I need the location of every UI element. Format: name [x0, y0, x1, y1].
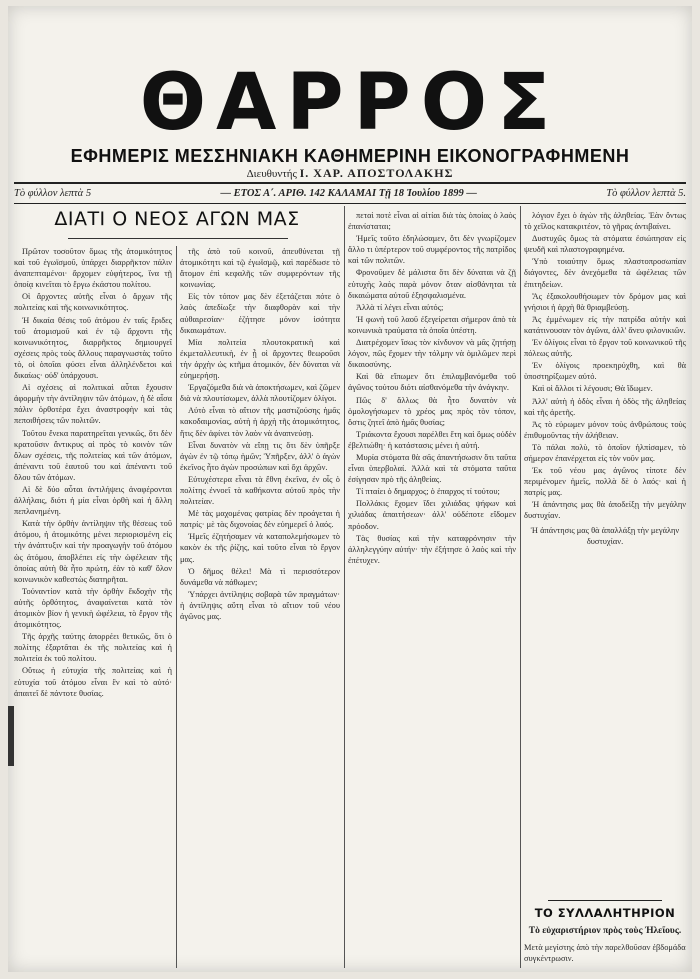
editor-line	[8, 166, 692, 181]
article-column-1	[14, 246, 172, 968]
column-divider-3	[520, 206, 521, 968]
newspaper-page	[8, 6, 692, 972]
paragraph: Εὐτυχέστερα εἶναι τὰ ἔθνη ἐκεῖνα, ἐν οἷς ὁ πολίτης ἐννοεῖ τὰ καθήκοντα αὐτοῦ πρὸς τὴν πολιτείαν.	[180, 474, 340, 507]
paragraph: Ἐν ὀλίγοις προεκηρύχθη, καὶ θὰ ὑποστηρίξωμεν αὐτό.	[524, 361, 686, 382]
paragraph: Τὰς θυσίας καὶ τὴν καταφρόνησιν τὴν ἀλληλεγγύην αὐτήν· τὴν ἐξήτησε ὁ λαὸς καὶ τὴν ἐπέτυχεν.	[348, 533, 516, 565]
paragraph: πεταὶ ποτὲ εἶναι αἱ αἰτίαι διὰ τὰς ὁποίας ὁ λαὸς ἐπανίσταται;	[348, 211, 516, 232]
paragraph: Ἡ δικαία θέσις τοῦ ἀτόμου ἐν ταῖς ἔριδες τοῦ ἀτομισμοῦ καὶ ἐν τῷ ἄρχοντι τῆς κοινωνικότητος, διαρρῆκτος δημιουργεῖ σχέσεις πρὸς τοὺς ἄλλους παραγνωστὰς τοῦτο τὸ, οἱ ὁποῖαι φύσει εἶναι ἀλληλένδετοι καὶ δικαίως· οὐδ' ὑπάρχουσι.	[14, 315, 172, 381]
paragraph: Αὐτὸ εἶναι τὸ αἴτιον τῆς μαστιζούσης ἡμᾶς κακοδαιμονίας, αὐτὴ ἡ ἀρχὴ τῆς ἀτομικότητος, ἥτις δὲν ἀφίνει τὸν λαὸν νὰ ἀναπνεύσῃ.	[180, 406, 340, 438]
paragraph: Μὲ τὰς μαχομένας φατρίας δὲν προάγεται ἡ πατρίς· μὲ τὰς διχονοίας δὲν εὐημερεῖ ὁ λαός.	[180, 509, 340, 530]
paragraph: Ἐκ τοῦ νέου μας ἀγῶνος τίποτε δὲν περιμένομεν ἡμεῖς, πολλὰ δὲ ὁ λαός· καὶ ἡ πατρίς μας.	[524, 466, 686, 498]
section-rule	[548, 900, 662, 901]
section-text: Μετὰ μεγίστης ἀπὸ τὴν παρελθοῦσαν ἐβδομάδα συγκέντρωσιν.	[524, 943, 686, 963]
closing-line: Ἡ ἀπάντησις μας θὰ ἀπαλλάξῃ τὴν μεγάλην δυστυχίαν.	[530, 525, 680, 546]
paragraph: Πῶς δ' ἄλλως θὰ ἦτο δυνατὸν νὰ ὁμολογήσωμεν τὸ χρέος μας πρὸς τὸν τόπον, ὅστις ζητεῖ ἀπὸ ἡμᾶς θυσίας;	[348, 395, 516, 427]
paragraph: Τὸ πάλαι πολὺ, τὸ ὁποῖον ἠλπίσαμεν, τὸ σήμερον ἐπανέρχεται εἰς τὸν νοῦν μας.	[524, 442, 686, 463]
editor-name: Ι. ΧΑΡ. ΑΠΟΣΤΟΛΑΚΗΣ	[299, 166, 454, 180]
paragraph: Κατὰ τὴν ὀρθὴν ἀντίληψιν τῆς θέσεως τοῦ ἀτόμου, ἡ ἀτομικότης μένει περιορισμένη εἰς τὴν ἀνάπτυξιν καὶ τὴν προαγωγὴν τοῦ ἀτόμου ὡς ἀτόμου, ἀποβλέπει εἰς τὴν ὠφέλειαν τῆς ὁποίας αὐτὴ θὰ ἦτο πρώτη, ἐὰν τὸ καθ' ὅλον κοινωνικὸν καθεστὼς διατηρῆται.	[14, 519, 172, 584]
paragraph: Ἐν ὀλίγοις εἶναι τὸ ἔργον τοῦ κοινωνικοῦ τῆς πόλεως αὐτῆς.	[524, 338, 686, 359]
section-title: ΤΟ ΣΥΛΛΑΛΗΤΗΡΙΟΝ	[534, 906, 676, 920]
dateline	[14, 185, 686, 201]
article-column-2	[180, 246, 340, 968]
paragraph: Αἱ σχέσεις αἱ πολιτικαὶ αὗται ἔχουσιν ἀφορμὴν τὴν ἀντίληψιν τῶν ἀτόμων, ἡ δὲ αἶσα πάλιν ὀρθοτέρα ἔχει ἀναστροφὴν καὶ τὰς πεποιθήσεις τῶν πολιτῶν.	[14, 383, 172, 426]
dateline-left: Τὸ φύλλον λεπτὰ 5	[14, 187, 92, 199]
dateline-right: Τὸ φύλλον λεπτὰ 5.	[606, 187, 686, 199]
paragraph: Μία πολιτεία πλουτοκρατικὴ καὶ ἐκμεταλλευτικὴ, ἐν ᾗ οἱ ἄρχοντες θεωροῦσι τὴν ἀρχὴν ὡς κτῆμα ἀτομικόν, δὲν δύναται νὰ εὐημερήσῃ.	[180, 337, 340, 381]
article-column-3	[348, 210, 516, 968]
paragraph: Ἄς ἐξακολουθήσωμεν τὸν δρόμον μας καὶ γνήσιοι ἡ ἀρχὴ θὰ θριαμβεύσῃ.	[524, 291, 686, 312]
paragraph: Αἱ δὲ δύο αὗται ἀντιλήψεις ἀναφέρονται ἀλλήλαις, διότι ἡ μία εἶναι ὀρθὴ καὶ ἡ ἄλλη πεπλανημένη.	[14, 484, 172, 517]
paragraph: Δυστυχῶς ὅμως τὰ στόματα ἐσιώπησαν εἰς ψευδῆ καὶ πλαστογραφημένα.	[524, 234, 686, 255]
paragraph: Τί πταίει ὁ δημαρχος; ὁ ἐπαρχος τί τούτου;	[356, 487, 500, 497]
paragraph: λόγιον ἔχει ὁ ἀγὼν τῆς ἀληθείας. Ἐὰν ὄντως τὸ χεῖλος κατακριτέον, τὸ γῆρας ἀντιβαίνει.	[524, 211, 686, 232]
paragraph: Ἐργαζόμεθα διὰ νὰ ἀποκτήσωμεν, καὶ ζῶμεν διὰ νὰ πλουτίσωμεν, ἀλλὰ πλουτίζομεν ὀλίγοι.	[180, 383, 340, 404]
paragraph: Πρῶτον τοσοῦτον ὅμως τῆς ἀτομικότητος καὶ τοῦ ἐγωϊσμοῦ, ὑπάρχει διαρρῆκτον πάλιν ἀναπεπταμένοι· ἄρχομεν εὐφήτερος, ἵνα τῇ ὁποίᾳ κινεῖται τὸ ἔργω ἐκάστου πολίτου.	[14, 247, 172, 290]
article-column-4	[524, 210, 686, 900]
paragraph: Καὶ οἱ ἄλλοι τί λέγουσι; Θὰ ἴδωμεν.	[532, 384, 653, 394]
paragraph: Ἡ ἀπάντησις μας θὰ ἀποδείξῃ τὴν μεγάλην δυστυχίαν.	[524, 500, 686, 521]
masthead	[8, 6, 692, 182]
paragraph: Τοῦτου ἕνεκα παρατηρεῖται γενικῶς, ὅτι δὲν κρατοῦσιν ἄντικρυς αἱ πρὸς τὸ κοινὸν τῶν ὅλων σχέσεις, τῆς πολιτείας καὶ τῶν ἀτόμων, ἀπέναντι τοῦ ἑαυτοῦ του καὶ ἀπέναντι τοῦ ὅλου τῶν ἀτόμων.	[14, 428, 172, 482]
paragraph: Ἀς τὸ εὐρωμεν μόνον τοὺς ἀνθρώπους τοὺς ἐπιθυμοῦντας τὴν ἀλήθειαν.	[524, 419, 686, 440]
paragraph: Τοὐναντίον κατὰ τὴν ὀρθὴν ἔκδοχὴν τῆς αὐτῆς ὀρθότητος, ἀναφαίνεται κατὰ τὸν ἀτομικὸν βίον ἡ γενικὴ ὠφέλεια, τὸ ἔργον τῆς ἀτομικότητος.	[14, 586, 172, 630]
paragraph: Ἀλλὰ τί λέγει εἶναι αὐτός;	[356, 302, 444, 312]
paragraph: Καὶ θὰ εἴπωμεν ὅτι ἐπιλαμβανόμεθα τοῦ ἀγῶνος τούτου διότι αἰσθανόμεθα τὴν ἀνάγκην.	[348, 372, 516, 393]
paragraph: Φρονοῦμεν δὲ μάλιστα ὅτι δὲν δύναται νὰ ζῇ εὐτυχὴς λαὸς παρὰ μόνον ὅταν αἰσθάνηται τὰ δικαιώματα αὐτοῦ ἐξησφαλισμένα.	[348, 268, 516, 300]
paragraph: Πολλάκις ἔχομεν ἴδει χιλιάδας ψήφων καὶ χιλιάδας ἀπαιτήσεων· ἀλλ' οὐδέποτε εἴδομεν πρόοδον.	[348, 499, 516, 531]
paragraph: Οἱ ἄρχοντες αὐτῆς εἶναι ὁ ἄρχων τῆς πολιτείας καὶ τῆς κοινωνικότητος.	[14, 292, 172, 313]
paragraph: Ἀς ἐμμένωμεν εἰς τὴν πατρίδα αὐτὴν καὶ κατάτινουσαν τὸν ἀγῶνα, ἀλλ' ἄνευ φιλονικιῶν.	[524, 314, 686, 335]
paragraph: Μυρία στόματα θὰ σᾶς ἀπαντήσωσιν ὅτι ταῦτα εἶναι ὑπερβολαί. Ἀλλὰ καὶ τὰ στόματα ταῦτα ἐσίγησαν πρὸ τῆς ἀληθείας.	[348, 452, 516, 485]
paragraph: Ἡμεῖς ἐζητήσαμεν νὰ καταπολεμήσωμεν τὸ κακὸν ἐκ τῆς ῥίζης, καὶ τοῦτο εἶναι τὸ ἔργον μας.	[180, 532, 340, 564]
paragraph: Ἡμεῖς τοῦτο ἐδηλώσαμεν, ὅτι δὲν γνωρίζομεν ἄλλο τι ὑπέρτερον τοῦ συμφέροντος τῆς πατρίδος καὶ τῶν πολιτῶν.	[348, 234, 516, 266]
paragraph: Ὑπὸ τοιαύτην ὅμως πλαστοπροσωπίαν διάγοντες, δὲν ἀνεχόμεθα τὰ ὠφέλειας τῶν ἐπιτηδείων.	[524, 257, 686, 289]
paragraph: Ὁ δῆμος θέλει! Μὰ τὶ περισσότερον δυνάμεθα νὰ πάθωμεν;	[180, 566, 340, 587]
section-subtitle: Τὸ εὐχαριστήριον πρὸς τοὺς Ἠλεῖους.	[528, 926, 682, 936]
paragraph: Τῆς ἀρχῆς ταύτης ἀπορρέει θετικῶς, ὅτι ὁ πολίτης ἐξαρτᾶται ἐκ τῆς πολιτείας καὶ ἡ πολιτεία ἐκ τοῦ πολίτου.	[14, 632, 172, 664]
paragraph: Διατρέχομεν ἴσως τὸν κίνδυνον νὰ μᾶς ζητήσῃ λόγον, πῶς ἔχομεν τὴν τόλμην νὰ ὁμιλῶμεν περὶ δικαιοσύνης.	[348, 338, 516, 370]
editor-prefix: Διευθυντής	[246, 168, 297, 180]
paragraph: Οὕτως ἡ εὐτυχία τῆς πολιτείας καὶ ἡ εὐτυχία τοῦ ἀτόμου εἶναι ἓν καὶ τὸ αὐτό· ἀπαιτεῖ δὲ πάντοτε θυσίας.	[14, 666, 172, 698]
newspaper-subtitle: ΕΦΗΜΕΡΙΣ ΜΕΣΣΗΝΙΑΚΗ ΚΑΘΗΜΕΡΙΝΗ ΕΙΚΟΝΟΓΡΑΦΗΜΕΝΗ	[70, 146, 630, 166]
dateline-issue: — ΕΤΟΣ Α΄. ΑΡΙΘ. 142 ΚΑΛΑΜΑΙ Τῇ 18 Ἰουλίου 1899 —	[220, 187, 477, 199]
article-headline: ΔΙΑΤΙ Ο ΝΕΟΣ ΑΓΩΝ ΜΑΣ	[54, 208, 300, 230]
bottom-rule	[14, 203, 686, 204]
paragraph: Εἶναι δυνατὸν νὰ εἴπῃ τις ὅτι δὲν ὑπῆρξε ἀγὼν ἐν τῷ τόπῳ ἡμῶν; Ὑπῆρξεν, ἀλλ' ὁ ἀγὼν ἐκεῖνος ἦτο ἀγὼν προσώπων καὶ ὄχι ἀρχῶν.	[180, 440, 340, 472]
page-edge-mark	[8, 706, 14, 766]
paragraph: Ὑπάρχει ἀντίληψις σοβαρὰ τῶν πραγμάτων· ἡ ἀντίληψις αὕτη εἶναι τὸ αἴτιον τοῦ νέου ἀγῶνος μας.	[180, 589, 340, 621]
paragraph: Ἀλλ' αὐτὴ ἡ ὁδὸς εἶναι ἡ ὁδὸς τῆς ἀληθείας καὶ τῆς ἀρετῆς.	[524, 396, 686, 417]
column-divider-2	[344, 206, 345, 968]
paragraph: Ἡ φωνὴ τοῦ λαοῦ ἐξεγείρεται σήμερον ἀπὸ τὰ κοινωνικὰ τραύματα τὰ ὁποῖα ὑπέστη.	[348, 314, 516, 335]
paragraph: Εἰς τὸν τόπον μας δὲν ἐξετάζεται πότε ὁ λαὸς ἀπεδίωξε τὴν διαφθορὰν καὶ τὴν αὐθαιρεσίαν· ἐζήτησε μόνον ἰσότητα δικαιωμάτων.	[180, 292, 340, 335]
paragraph: τῆς ἀπὸ τοῦ κοινοῦ, ἀπευθύνεται τῇ ἀτομικότητι καὶ τῷ ἐγωϊσμῷ, καὶ παρέδωσε τὸ ἄτομον ἐπὶ κεφαλῆς τῶν συμφερόντων τῆς κοινωνίας.	[180, 247, 340, 290]
column-divider-1	[176, 246, 177, 968]
headline-underline	[68, 238, 288, 239]
newspaper-title: ΘΑΡΡΟΣ	[139, 58, 561, 148]
paragraph: Τριάκοντα ἔχουσι παρέλθει ἔτη καὶ ὅμως οὐδὲν ἐβελτιώθη· ἡ κατάστασις μένει ἡ αὐτή.	[348, 429, 516, 450]
top-rule	[14, 182, 686, 184]
